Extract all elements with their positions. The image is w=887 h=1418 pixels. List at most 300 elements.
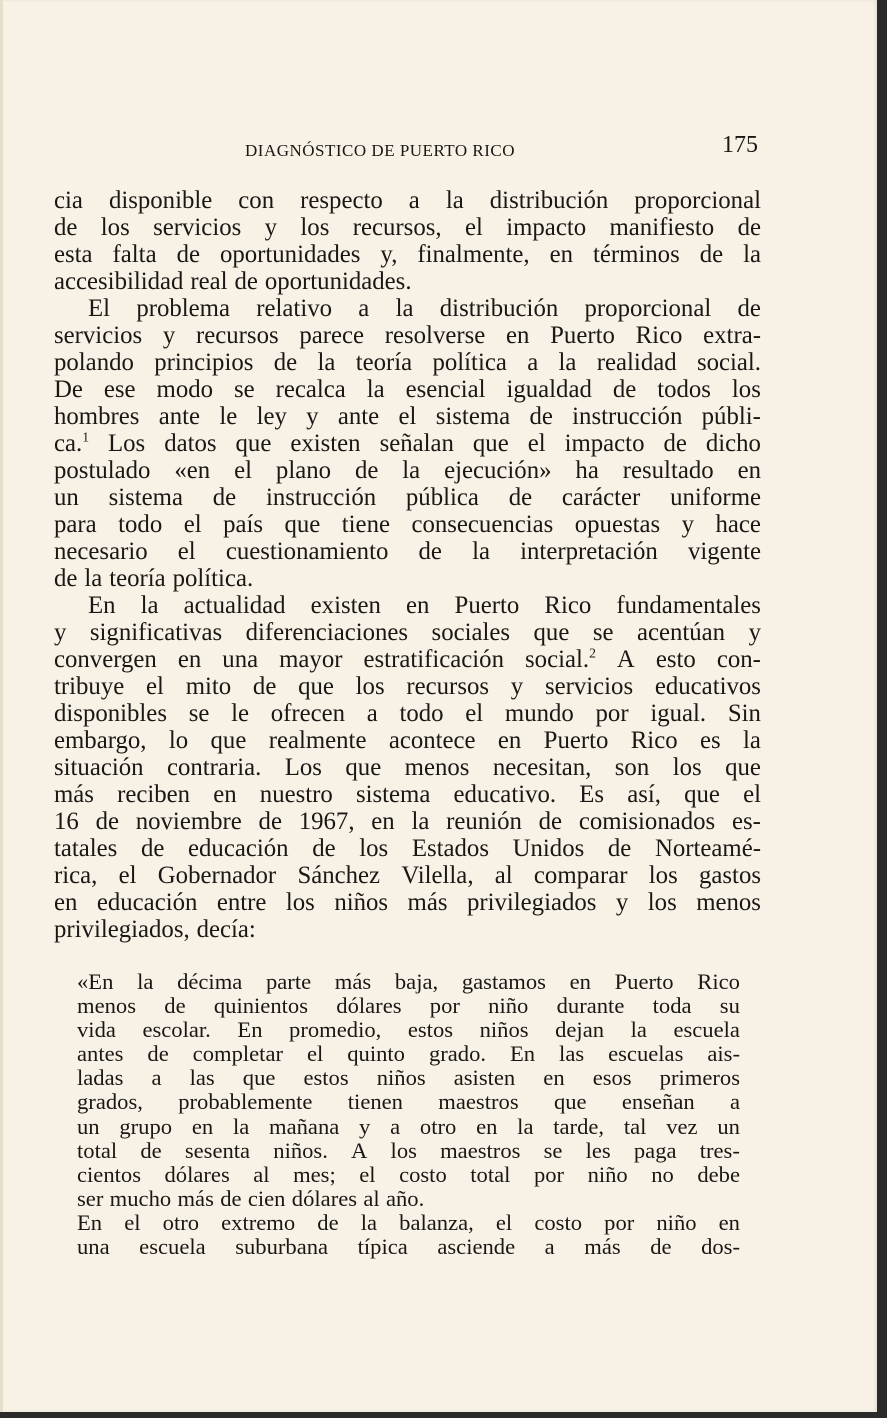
- word: sociales: [431, 619, 511, 646]
- word: sesenta: [184, 1137, 251, 1163]
- word: Puerto: [543, 727, 609, 754]
- word: que: [242, 1065, 276, 1091]
- word: en: [497, 727, 522, 754]
- word: de: [140, 1137, 162, 1163]
- body-line: [54, 862, 761, 889]
- word: la: [395, 295, 414, 322]
- word: por: [429, 993, 460, 1019]
- body-line: [54, 214, 761, 241]
- word: de: [538, 808, 563, 835]
- body-line: [54, 700, 761, 727]
- body-line: [54, 673, 761, 700]
- word: el: [306, 1041, 324, 1067]
- word: de: [252, 673, 277, 700]
- word: la: [317, 349, 336, 376]
- word: escolar.: [142, 1017, 211, 1043]
- word: significativas: [89, 619, 223, 646]
- body-line: [54, 295, 761, 322]
- word: relativo: [256, 295, 333, 322]
- word: mes;: [293, 1161, 336, 1187]
- body-line: [54, 781, 761, 808]
- word: En: [237, 1017, 263, 1043]
- word: de: [176, 241, 200, 268]
- body-line: [54, 268, 761, 295]
- word: todos: [657, 376, 711, 403]
- word: son: [614, 754, 650, 781]
- word: ser: [77, 1185, 104, 1211]
- word: existen: [290, 430, 361, 457]
- word: política: [432, 349, 507, 376]
- word: estos: [303, 1065, 349, 1091]
- word: total: [470, 1161, 511, 1187]
- word: y: [264, 214, 278, 241]
- word: existen: [310, 592, 381, 619]
- word: escuela: [673, 1017, 740, 1043]
- word: servicios: [153, 214, 242, 241]
- word: sistema: [108, 484, 183, 511]
- word: dejan: [555, 1017, 605, 1043]
- word: más: [407, 889, 448, 916]
- word: y: [162, 322, 176, 349]
- word: manifiesto: [609, 214, 715, 241]
- word: tiene: [341, 511, 390, 538]
- word: a: [729, 1089, 740, 1115]
- word: le: [219, 403, 238, 430]
- word: a: [408, 187, 420, 214]
- word: realmente: [268, 727, 367, 754]
- word: gastos: [699, 862, 761, 889]
- word: Rico: [630, 727, 678, 754]
- running-head: DIAGNÓSTICO DE PUERTO RICO: [245, 141, 515, 160]
- word: un: [77, 1113, 100, 1139]
- body-line: [54, 754, 761, 781]
- word: probablemente: [178, 1089, 313, 1115]
- word: hombres: [54, 403, 140, 430]
- word: cien: [247, 1185, 286, 1211]
- word: contraria.: [166, 754, 262, 781]
- word: la: [445, 187, 464, 214]
- word: el: [359, 1161, 376, 1187]
- word: así,: [627, 781, 661, 808]
- word: y: [615, 889, 629, 916]
- word: en: [718, 1209, 740, 1235]
- word: ese: [103, 376, 136, 403]
- quote-line: [77, 1235, 740, 1259]
- word: instrucción: [265, 484, 377, 511]
- word: ladas: [77, 1065, 124, 1091]
- word: en: [476, 1113, 498, 1139]
- word: cuestionamiento: [225, 538, 389, 565]
- word: dicho: [705, 430, 761, 457]
- body-line: [54, 403, 761, 430]
- word: de: [258, 808, 282, 835]
- word: opuestas: [574, 511, 661, 538]
- word: más: [334, 969, 372, 994]
- word: dólares: [291, 1185, 358, 1211]
- word: el: [465, 700, 484, 727]
- word: en: [506, 322, 530, 349]
- word: Unidos: [512, 835, 585, 862]
- quote-line: [77, 994, 740, 1018]
- word: En: [77, 1209, 103, 1235]
- word: la: [411, 808, 430, 835]
- word: estratificación: [363, 646, 504, 673]
- word: mayor: [279, 646, 343, 673]
- word: su: [719, 993, 740, 1019]
- word: el: [464, 214, 483, 241]
- body-line: [54, 484, 761, 511]
- word: un: [54, 484, 79, 511]
- word: comisionados: [578, 808, 716, 835]
- word: típica: [357, 1234, 408, 1260]
- word: todo: [118, 511, 163, 538]
- word: a: [544, 1234, 555, 1260]
- word: de: [54, 214, 78, 241]
- word: noviembre: [135, 808, 242, 835]
- word: recursos: [196, 322, 279, 349]
- word: los: [731, 376, 761, 403]
- word: embargo,: [54, 727, 147, 754]
- body-line: [54, 511, 761, 538]
- word: la: [232, 1113, 250, 1139]
- word: consecuencias: [411, 511, 554, 538]
- word: accesibilidad: [54, 268, 184, 295]
- word: hace: [715, 511, 761, 538]
- word: Puerto: [454, 592, 520, 619]
- word: año.: [385, 1185, 425, 1211]
- quote-line: [77, 1139, 740, 1163]
- word: sistema: [435, 403, 511, 430]
- quote-line: [77, 1018, 740, 1042]
- word: fundamentales: [616, 592, 761, 619]
- quote-line: [77, 1163, 740, 1187]
- word: teoría: [109, 565, 166, 592]
- word: principios: [154, 349, 254, 376]
- word: los: [648, 862, 678, 889]
- word: Estados: [411, 835, 489, 862]
- body-line: [54, 916, 761, 943]
- word: polando: [54, 349, 134, 376]
- word: decía:: [196, 916, 256, 943]
- body-line: [54, 322, 761, 349]
- word: mañana: [269, 1113, 340, 1139]
- word: impacto: [564, 430, 645, 457]
- word: realidad: [596, 349, 677, 376]
- word: para: [54, 511, 97, 538]
- word: Puerto: [550, 322, 615, 349]
- word: Los: [284, 754, 322, 781]
- word: resultado: [622, 457, 714, 484]
- word: que: [298, 673, 334, 700]
- word: de: [354, 457, 379, 484]
- word: de: [612, 376, 637, 403]
- word: mundo: [504, 700, 574, 727]
- word: y: [306, 403, 319, 430]
- word: nuestro: [259, 781, 333, 808]
- word: al: [253, 1161, 270, 1187]
- word: «En: [77, 969, 114, 994]
- word: Sánchez: [297, 862, 381, 889]
- word: otro: [419, 1113, 457, 1139]
- word: gastamos: [461, 969, 546, 994]
- word: por: [604, 1209, 635, 1235]
- quote-line: [77, 970, 740, 994]
- word: en: [406, 592, 430, 619]
- word: mucho: [109, 1185, 172, 1211]
- word: le: [231, 700, 249, 727]
- word: niño: [656, 1209, 697, 1235]
- word: de: [312, 835, 336, 862]
- word: recalca: [275, 376, 346, 403]
- word: instrucción: [572, 403, 683, 430]
- word: que: [533, 619, 570, 646]
- word: 1967,: [298, 808, 355, 835]
- word: la: [558, 349, 577, 376]
- word: que: [472, 430, 509, 457]
- word: convergen: [54, 646, 157, 673]
- word: y: [359, 1113, 371, 1139]
- word: rica,: [54, 862, 98, 889]
- word: esos: [592, 1065, 632, 1091]
- word: Vilella,: [401, 862, 474, 889]
- word: distribución: [489, 187, 609, 214]
- word: modo: [156, 376, 214, 403]
- word: se: [543, 1137, 563, 1163]
- word: señalan: [379, 430, 454, 457]
- word: con: [238, 187, 275, 214]
- word: proporcional: [584, 295, 712, 322]
- word: una: [77, 1234, 110, 1260]
- word: y: [681, 511, 695, 538]
- word: baja,: [394, 969, 439, 994]
- word: la: [630, 1017, 647, 1043]
- word: finalmente,: [417, 241, 530, 268]
- word: 16: [54, 808, 79, 835]
- word: situación: [54, 754, 144, 781]
- body-line: [54, 646, 761, 673]
- word: de: [220, 1185, 242, 1211]
- word: lo: [168, 727, 189, 754]
- word: al: [363, 1185, 380, 1211]
- word: esencial: [405, 376, 486, 403]
- word: A: [351, 1137, 368, 1163]
- word: el: [183, 511, 202, 538]
- word: suburbana: [235, 1234, 329, 1260]
- body-text: [54, 187, 761, 943]
- word: de: [508, 484, 533, 511]
- word: extra-: [703, 322, 761, 349]
- word: «en: [174, 457, 211, 484]
- word: de: [699, 241, 724, 268]
- word: ante: [158, 403, 201, 430]
- quote-line: [77, 1211, 740, 1235]
- word: uniforme: [670, 484, 761, 511]
- word: primeros: [659, 1065, 740, 1091]
- word: el: [177, 538, 196, 565]
- word: otro: [162, 1209, 200, 1235]
- quote-line: [77, 1090, 740, 1114]
- word: que: [210, 727, 247, 754]
- word: proporcional: [634, 187, 761, 214]
- word: públi-: [701, 403, 761, 430]
- word: sistema: [355, 781, 431, 808]
- word: vigente: [688, 538, 761, 565]
- body-line: [54, 889, 761, 916]
- word: costo: [534, 1209, 583, 1235]
- word: En: [509, 1041, 536, 1067]
- word: carácter: [561, 484, 641, 511]
- word: ejecución»: [444, 457, 552, 484]
- word: en: [191, 1113, 214, 1139]
- word: que: [284, 511, 321, 538]
- word: balanza,: [399, 1209, 474, 1235]
- word: los: [390, 1137, 417, 1163]
- word: la: [137, 969, 154, 994]
- block-quote: [77, 970, 740, 1259]
- word: Sin: [727, 700, 761, 727]
- word: debe: [697, 1161, 740, 1187]
- word: no: [651, 1161, 674, 1187]
- word: mito: [185, 673, 232, 700]
- word: parte: [265, 969, 312, 994]
- word: el: [527, 430, 546, 457]
- word: educativo.: [453, 781, 557, 808]
- word: se: [233, 376, 255, 403]
- word: Norteamé-: [654, 835, 761, 862]
- word: más: [177, 1185, 214, 1211]
- body-line: [54, 457, 761, 484]
- word: oportunidades: [219, 241, 361, 268]
- page-edge: [0, 0, 3, 1412]
- word: maestros: [438, 1089, 519, 1115]
- word: servicios: [544, 673, 634, 700]
- word: reciben: [117, 781, 191, 808]
- word: ante: [337, 403, 380, 430]
- word: niños: [376, 1065, 426, 1091]
- word: reunión: [446, 808, 522, 835]
- word: real: [190, 268, 228, 295]
- word: niños.: [273, 1137, 328, 1163]
- word: parece: [299, 322, 365, 349]
- word: en: [54, 889, 78, 916]
- word: de: [164, 993, 186, 1019]
- word: teoría: [355, 349, 413, 376]
- word: privilegiados,: [54, 916, 190, 943]
- word: en: [177, 646, 202, 673]
- word: esta: [54, 241, 93, 268]
- word: Es: [579, 781, 605, 808]
- word: los: [359, 835, 389, 862]
- word: política.: [172, 565, 254, 592]
- word: cientos: [77, 1161, 141, 1187]
- word: y: [748, 619, 761, 646]
- word: Rico: [544, 592, 592, 619]
- word: el: [398, 403, 417, 430]
- word: la: [84, 565, 103, 592]
- word: recursos,: [352, 214, 442, 241]
- word: educación: [96, 889, 198, 916]
- word: toda: [652, 993, 692, 1019]
- word: comparar: [533, 862, 628, 889]
- body-line: [54, 565, 761, 592]
- word: más: [54, 781, 94, 808]
- word: diferenciaciones: [245, 619, 409, 646]
- word: social.: [696, 349, 761, 376]
- word: vez: [666, 1113, 698, 1139]
- word: En: [88, 592, 116, 619]
- word: la: [742, 727, 761, 754]
- word: que: [235, 430, 272, 457]
- word: niños: [479, 1017, 529, 1043]
- word: ley: [256, 403, 287, 430]
- word: de: [737, 214, 761, 241]
- word: paga: [633, 1137, 677, 1163]
- word: por: [533, 1161, 565, 1187]
- word: ha: [575, 457, 599, 484]
- quote-line: [77, 1066, 740, 1090]
- word: que: [553, 1089, 587, 1115]
- word: entre: [216, 889, 267, 916]
- word: niños: [334, 889, 389, 916]
- word: el: [495, 1209, 513, 1235]
- word: datos: [164, 430, 217, 457]
- word: a: [358, 295, 370, 322]
- word: de: [147, 1041, 169, 1067]
- quote-line: [77, 1042, 740, 1066]
- word: disponible: [108, 187, 213, 214]
- word: más: [584, 1234, 621, 1260]
- body-line: [54, 430, 761, 457]
- word: tal: [623, 1113, 647, 1139]
- word: pública: [405, 484, 479, 511]
- word: y,: [380, 241, 398, 268]
- body-line: [54, 727, 761, 754]
- quote-line: [77, 1187, 740, 1211]
- word: a: [390, 1113, 401, 1139]
- word: en: [543, 1065, 565, 1091]
- word: les: [585, 1137, 611, 1163]
- body-line: [54, 619, 761, 646]
- word: vida: [77, 1017, 116, 1043]
- word: asisten: [453, 1065, 516, 1091]
- word: se: [592, 619, 614, 646]
- body-line: [54, 808, 761, 835]
- word: igual.: [650, 700, 707, 727]
- word: los: [285, 889, 315, 916]
- word: de: [273, 349, 298, 376]
- word: enseñan: [621, 1089, 695, 1115]
- word: distribución: [439, 295, 559, 322]
- word: grado.: [428, 1041, 487, 1067]
- word: De: [54, 376, 83, 403]
- word: educativos: [654, 673, 761, 700]
- word: a: [366, 700, 378, 727]
- word: impacto: [506, 214, 587, 241]
- word: durante: [556, 993, 625, 1019]
- word: menos: [404, 754, 470, 781]
- word: la: [366, 376, 385, 403]
- word: el: [118, 862, 137, 889]
- word: Puerto: [614, 969, 674, 994]
- word: los: [672, 754, 702, 781]
- word: asciende: [437, 1234, 516, 1260]
- word: de: [95, 808, 119, 835]
- word: tienen: [347, 1089, 403, 1115]
- word: de: [418, 538, 442, 565]
- word: el: [743, 781, 761, 808]
- word: todo: [399, 700, 444, 727]
- word: las: [189, 1065, 215, 1091]
